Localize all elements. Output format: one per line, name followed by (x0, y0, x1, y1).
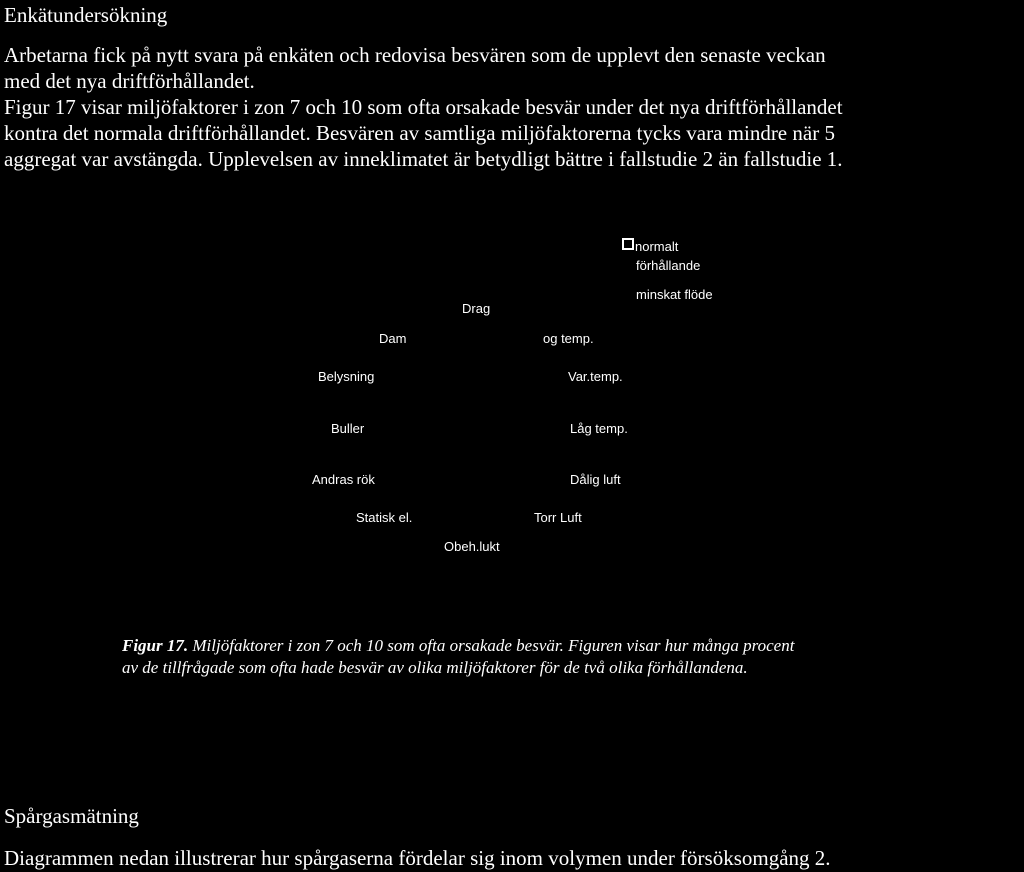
section-heading-survey: Enkätundersökning (4, 3, 168, 27)
axis-label-var-temp: Var.temp. (568, 369, 623, 384)
figure-caption (122, 635, 1002, 679)
survey-paragraph (4, 42, 1024, 172)
section-heading-tracer-gas: Spårgasmätning (4, 804, 139, 828)
legend-label-reduced-flow: minskat flöde (636, 287, 713, 302)
caption-line: av de tillfrågade som ofta hade besvär av olika miljöfaktorer för de två olika förhållandena. (122, 658, 748, 677)
paragraph-line: aggregat var avstängda. Upplevelsen av inneklimatet är betydligt bättre i fallstudie 2 än fallstudie 1. (4, 147, 843, 171)
axis-label-statisk-el: Statisk el. (356, 510, 413, 525)
paragraph-line: Diagrammen nedan illustrerar hur spårgaserna fördelar sig inom volymen under försöksomgång 2. (4, 846, 831, 870)
caption-text: Miljöfaktorer i zon 7 och 10 som ofta orsakade besvär. Figuren visar hur många procent (188, 636, 795, 655)
paragraph-line: Figur 17 visar miljöfaktorer i zon 7 och 10 som ofta orsakade besvär under det nya driftförhållandet (4, 95, 843, 119)
tracer-gas-paragraph (4, 845, 1024, 871)
axis-label-dalig-luft: Dålig luft (570, 472, 621, 487)
legend-swatch-normal (622, 238, 634, 250)
axis-label-dam: Dam (379, 331, 407, 346)
axis-label-torr-luft: Torr Luft (534, 510, 582, 525)
caption-figure-number: Figur 17. (122, 636, 189, 655)
axis-label-andras-rok: Andras rök (312, 472, 375, 487)
paragraph-line: Arbetarna fick på nytt svara på enkäten och redovisa besvären som de upplevt den senaste veckan (4, 43, 826, 67)
axis-label-lag-temp: Låg temp. (570, 421, 628, 436)
legend-label-normal: normalt (635, 239, 679, 254)
axis-label-belysning: Belysning (318, 369, 375, 384)
axis-label-obeh-lukt: Obeh.lukt (444, 539, 500, 554)
axis-label-og-temp: og temp. (543, 331, 594, 346)
axis-label-drag: Drag (462, 301, 491, 316)
legend-label-normal-line2: förhållande (636, 258, 701, 273)
caption-line (122, 635, 1002, 657)
paragraph-line: kontra det normala driftförhållandet. Besvären av samtliga miljöfaktorerna tycks vara mindre när 5 (4, 121, 835, 145)
paragraph-line: med det nya driftförhållandet. (4, 69, 255, 93)
axis-label-buller: Buller (331, 421, 365, 436)
